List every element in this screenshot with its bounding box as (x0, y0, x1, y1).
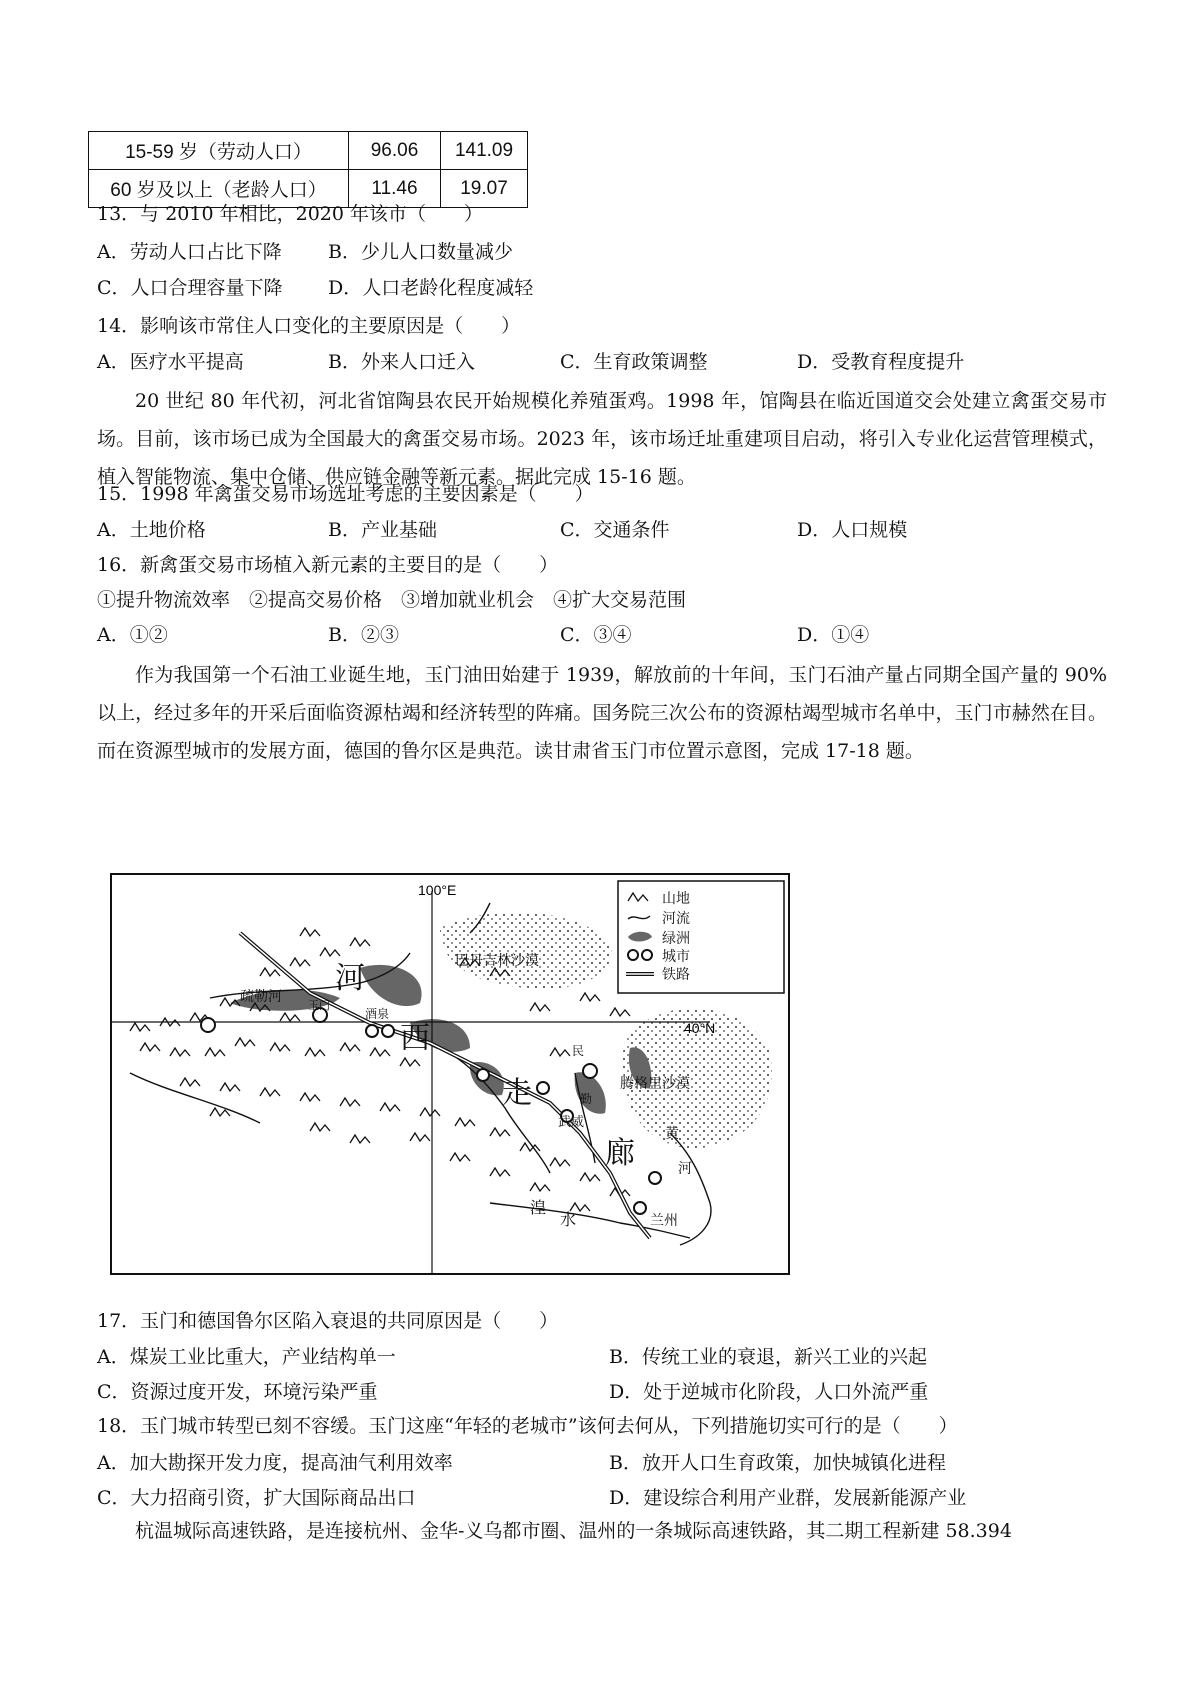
passage-yumen: 作为我国第一个石油工业诞生地，玉门油田始建于 1939，解放前的十年间，玉门石油产量占同期全国产量的 90%以上，经过多年的开采后面临资源枯竭和经济转型的阵痛。国务院三次公布的资源枯竭型城市名单中，玉门市赫然在目。而在资源型城市的发展方面，德国的鲁尔区是典范。读甘肃省玉门市位置示意图，完成 17-18 题。 (97, 664, 1107, 762)
q13-option-b[interactable]: B．少儿人口数量减少 (328, 241, 513, 263)
row-label: 15-59 岁（劳动人口） (89, 132, 349, 170)
city-marker (537, 1082, 549, 1094)
q18-option-c[interactable]: C．大力招商引资，扩大国际商品出口 (97, 1487, 416, 1509)
table-row (89, 132, 528, 170)
q15-option-c[interactable]: C．交通条件 (560, 519, 670, 541)
q16-option-d[interactable]: D．①④ (797, 624, 870, 646)
value-2020: 19.07 (441, 170, 528, 208)
q15-option-d[interactable]: D．人口规模 (797, 519, 908, 541)
question-15-stem: 15．1998 年禽蛋交易市场选址考虑的主要因素是（ ） (97, 483, 594, 505)
label-huangshui-1: 湟 (530, 1198, 547, 1217)
parallel-label: 40°N (684, 1020, 716, 1036)
yumen-location-map (110, 873, 790, 1275)
label-corridor-1: 河 (335, 961, 365, 996)
population-table (88, 131, 528, 208)
city-marker (583, 1064, 597, 1078)
q16-statements: ①提升物流效率 ②提高交易价格 ③增加就业机会 ④扩大交易范围 (97, 589, 687, 611)
legend-oasis: 绿洲 (662, 931, 690, 947)
legend-river: 河流 (662, 911, 690, 927)
row-label: 60 岁及以上（老龄人口） (89, 170, 349, 208)
label-tengger: 腾格里沙漠 (620, 1076, 690, 1092)
city-marker (649, 1172, 661, 1184)
label-minqin-1: 民 (572, 1044, 585, 1058)
label-minqin-2: 勤 (580, 1092, 593, 1106)
q15-option-b[interactable]: B．产业基础 (328, 519, 437, 541)
label-yellow-2: 河 (678, 1161, 692, 1177)
label-corridor-4: 廊 (605, 1136, 635, 1171)
value-2020: 141.09 (441, 132, 528, 170)
value-2010: 96.06 (349, 132, 441, 170)
question-17-stem: 17．玉门和德国鲁尔区陷入衰退的共同原因是（ ） (97, 1310, 559, 1332)
city-marker (634, 1202, 646, 1214)
q18-option-a[interactable]: A．加大勘探开发力度，提高油气利用效率 (97, 1452, 453, 1474)
meridian-label: 100°E (418, 882, 457, 898)
passage-egg-market: 20 世纪 80 年代初，河北省馆陶县农民开始规模化养殖蛋鸡。1998 年，馆陶县在临近国道交会处建立禽蛋交易市场。目前，该市场已成为全国最大的禽蛋交易市场。2023 年，该市场迁址重建项目启动，将引入专业化运营管理模式，植入智能物流、集中仓储、供应链金融等新元素。据此完成 15-16 题。 (97, 390, 1107, 488)
q17-option-c[interactable]: C．资源过度开发，环境污染严重 (97, 1381, 378, 1403)
q14-option-d[interactable]: D．受教育程度提升 (797, 351, 965, 373)
city-marker (366, 1025, 378, 1037)
passage-hangwen-railway: 杭温城际高速铁路，是连接杭州、金华-义乌都市圈、温州的一条城际高速铁路，其二期工程新建 58.394 (135, 1520, 1012, 1542)
label-corridor-2: 西 (400, 1021, 430, 1056)
label-yellow-1: 黄 (665, 1126, 679, 1142)
label-badain-jaran: 巴丹吉林沙漠 (455, 953, 539, 969)
city-marker (477, 1069, 489, 1081)
q18-option-d[interactable]: D．建设综合利用产业群，发展新能源产业 (609, 1487, 967, 1509)
q17-option-b[interactable]: B．传统工业的衰退，新兴工业的兴起 (609, 1346, 927, 1368)
q16-option-b[interactable]: B．②③ (328, 624, 399, 646)
label-wuwei: 武威 (558, 1115, 585, 1130)
q14-option-b[interactable]: B．外来人口迁入 (328, 351, 475, 373)
label-yumen: 玉门 (308, 999, 330, 1012)
legend-city-icon (642, 950, 652, 960)
q18-option-b[interactable]: B．放开人口生育政策，加快城镇化进程 (609, 1452, 946, 1474)
label-huangshui-2: 水 (560, 1210, 577, 1229)
q16-option-a[interactable]: A．①② (97, 624, 168, 646)
value-2010: 11.46 (349, 170, 441, 208)
map-legend (618, 881, 784, 993)
label-corridor-3: 走 (502, 1076, 532, 1111)
q13-option-d[interactable]: D．人口老龄化程度减轻 (328, 277, 534, 299)
q13-option-c[interactable]: C．人口合理容量下降 (97, 277, 283, 299)
q17-option-d[interactable]: D．处于逆城市化阶段，人口外流严重 (609, 1381, 929, 1403)
city-marker (201, 1018, 215, 1032)
question-18-stem: 18．玉门城市转型已刻不容缓。玉门这座“年轻的老城市”该何去何从，下列措施切实可行的是（ ） (97, 1415, 958, 1437)
q15-option-a[interactable]: A．土地价格 (97, 519, 206, 541)
label-lanzhou: 兰州 (650, 1213, 678, 1229)
city-marker (382, 1025, 394, 1037)
question-14-stem: 14．影响该市常住人口变化的主要原因是（ ） (97, 315, 521, 337)
legend-mountain: 山地 (662, 891, 690, 907)
question-16-stem: 16．新禽蛋交易市场植入新元素的主要目的是（ ） (97, 554, 559, 576)
question-13-stem: 13．与 2010 年相比，2020 年该市（ ） (97, 203, 484, 225)
legend-city-icon (628, 950, 638, 960)
q14-option-a[interactable]: A．医疗水平提高 (97, 351, 244, 373)
label-shule-river: 疏勒河 (240, 989, 282, 1005)
legend-railway: 铁路 (662, 967, 690, 983)
legend-city: 城市 (662, 949, 690, 965)
q14-option-c[interactable]: C．生育政策调整 (560, 351, 708, 373)
q17-option-a[interactable]: A．煤炭工业比重大，产业结构单一 (97, 1346, 396, 1368)
q16-option-c[interactable]: C．③④ (560, 624, 632, 646)
q13-option-a[interactable]: A．劳动人口占比下降 (97, 241, 282, 263)
label-jiuquan: 酒泉 (365, 1007, 390, 1021)
